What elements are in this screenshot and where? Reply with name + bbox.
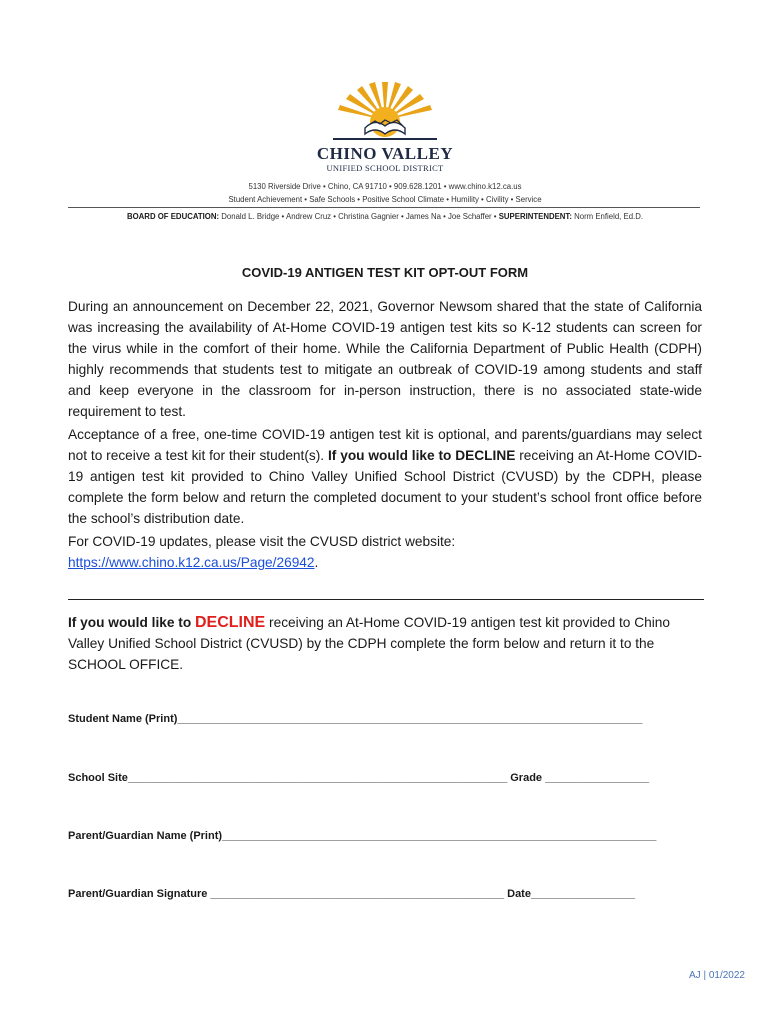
paragraph-announcement: During an announcement on December 22, 2021, Governor Newsom shared that the state of California was increasing the availability of At-Home COVID-19 antigen test kits so K-12 students can screen for the virus while in the comfort of their home. While the California Department of Public Health (CDPH) highly recommends that students test to mitigate an outbreak of COVID-19 among students and staff and keep everyone in the classroom for in-person instruction, there is no associated state-wide requirement to test. bbox=[68, 299, 702, 419]
paragraph-acceptance-end: receiving an At-Home COVID-19 antigen test kit provided to Chino Valley Unified School District (CVUSD) by the CDPH, please complete the form below and return the completed document to your student’s school front office before the school’s distribution date. bbox=[68, 448, 702, 526]
footer-code: AJ | 01/2022 bbox=[689, 970, 745, 981]
paragraph-acceptance-bold: If you would like to DECLINE bbox=[327, 448, 516, 463]
decline-instructions bbox=[68, 612, 702, 675]
org-subtitle: UNIFIED SCHOOL DISTRICT bbox=[326, 163, 444, 173]
form-title: COVID-19 ANTIGEN TEST KIT OPT-OUT FORM bbox=[241, 265, 529, 280]
decline-rest: receiving an At-Home COVID-19 antigen test kit provided to Chino Valley Unified School District (CVUSD) by the CDPH complete the form below and return it to the SCHOOL OFFICE. bbox=[68, 615, 670, 672]
header-divider bbox=[68, 207, 700, 208]
org-name: CHINO VALLEY bbox=[316, 144, 454, 163]
values-line: Student Achievement • Safe Schools • Positive School Climate • Humility • Civility • Service bbox=[228, 195, 542, 204]
board-label: BOARD OF EDUCATION: bbox=[126, 212, 220, 221]
board-members: Donald L. Bridge • Andrew Cruz • Christina Gagnier • James Na • Joe Schaffer • bbox=[221, 212, 497, 221]
address-line: 5130 Riverside Drive • Chino, CA 91710 • 909.628.1201 • www.chino.k12.ca.us bbox=[248, 182, 522, 191]
parent-signature-date-field[interactable]: Parent/Guardian Signature ________________________________________________ Date_________________ bbox=[68, 888, 635, 900]
board-line bbox=[0, 212, 770, 221]
superintendent-name: Norm Enfield, Ed.D. bbox=[574, 212, 644, 221]
decline-word: DECLINE bbox=[195, 614, 266, 631]
updates-text: For COVID-19 updates, please visit the CVUSD district website: bbox=[68, 534, 456, 549]
paragraph-acceptance-start: Acceptance of a free, one-time COVID-19 antigen test kit is optional, and parents/guardians may select not to receive a test kit for their student(s). bbox=[68, 427, 702, 463]
school-site-grade-field[interactable]: School Site______________________________________________________________ Grade _________________ bbox=[68, 772, 650, 784]
updates-period: . bbox=[314, 555, 319, 570]
superintendent-label: SUPERINTENDENT: bbox=[498, 212, 572, 221]
section-divider bbox=[68, 599, 704, 600]
district-logo bbox=[325, 80, 445, 142]
parent-name-field[interactable]: Parent/Guardian Name (Print)_______________________________________________________________________ bbox=[68, 830, 657, 842]
student-name-field[interactable]: Student Name (Print)____________________________________________________________________________ bbox=[68, 713, 643, 725]
paragraph-updates bbox=[68, 531, 702, 573]
decline-prefix: If you would like to bbox=[68, 615, 195, 630]
district-website-link[interactable]: https://www.chino.k12.ca.us/Page/26942 bbox=[68, 555, 315, 570]
paragraph-acceptance bbox=[68, 424, 702, 529]
